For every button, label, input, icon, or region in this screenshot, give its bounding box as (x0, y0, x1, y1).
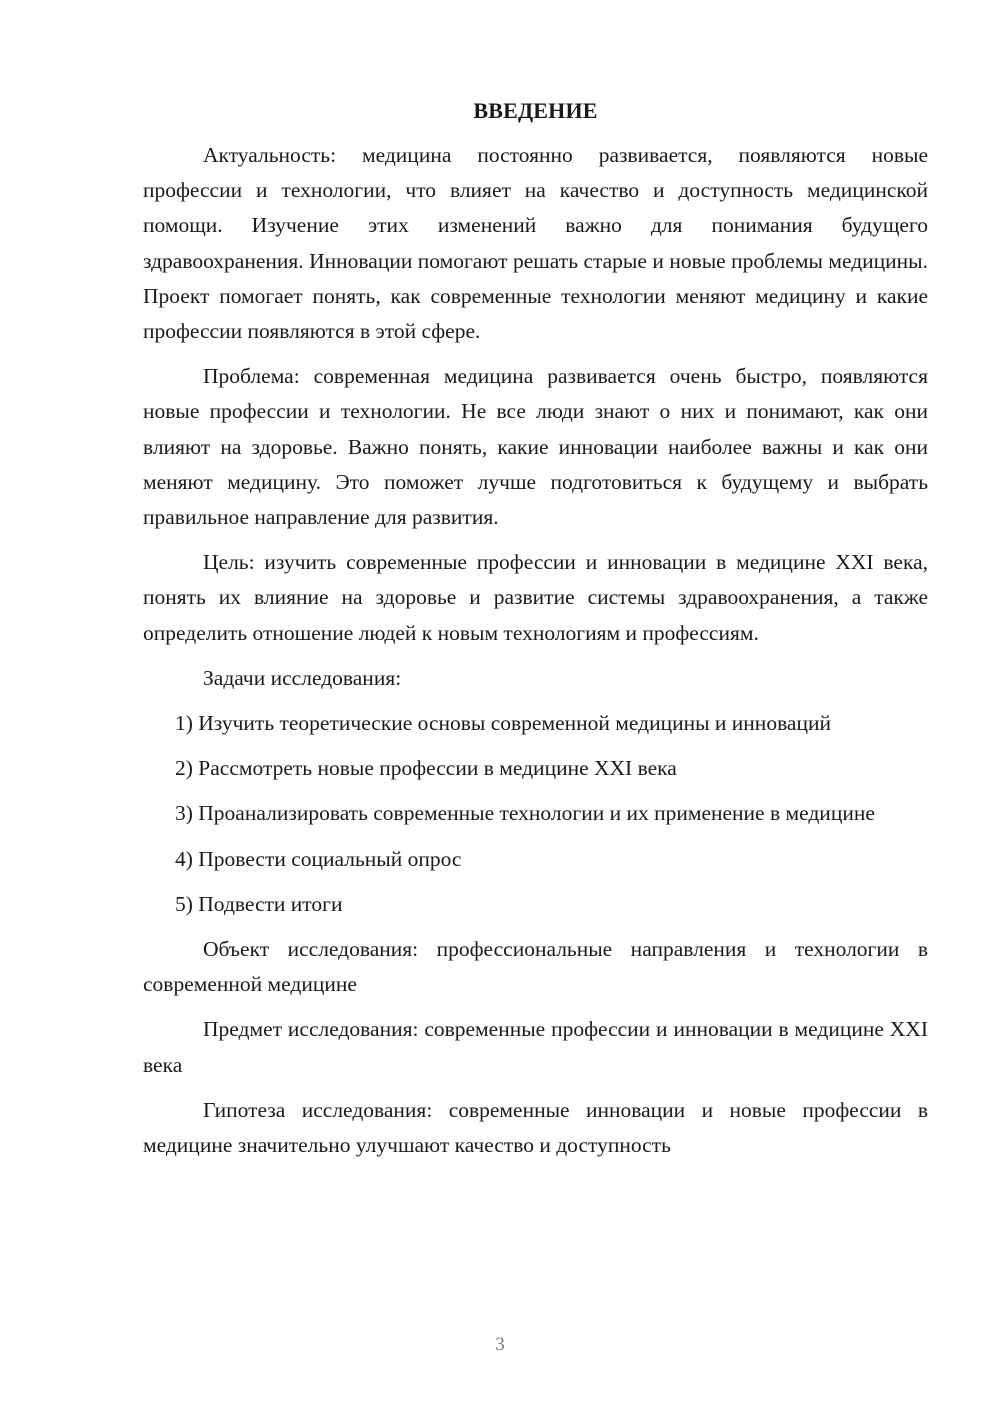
paragraph-goal: Цель: изучить современные профессии и инновации в медицине XXI века, понять их влияние на здоровье и развитие системы здравоохранения, а также определить отношение людей к новым технологиям и профессиям. (143, 550, 928, 645)
task-item-3: 3) Проанализировать современные технологии и их применение в медицине (175, 801, 875, 826)
tasks-heading: Задачи исследования: (203, 665, 402, 690)
task-item-5: 5) Подвести итоги (175, 891, 343, 916)
paragraph-subject: Предмет исследования: современные профессии и инновации в медицине XXI века (143, 1017, 928, 1077)
paragraph-problem: Проблема: современная медицина развивается очень быстро, появляются новые профессии и технологии. Не все люди знают о них и понимают, как они влияют на здоровье. Важно понять, какие инновации наиболее важны и как они меняют медицину. Это поможет лучше подготовиться к будущему и выбрать правильное направление для развития. (143, 364, 928, 530)
task-item-2: 2) Рассмотреть новые профессии в медицине XXI века (175, 756, 677, 781)
paragraph-object: Объект исследования: профессиональные направления и технологии в современной медицине (143, 937, 928, 997)
task-item-1: 1) Изучить теоретические основы современной медицины и инноваций (175, 711, 831, 736)
page-content (143, 96, 928, 1173)
paragraph-hypothesis: Гипотеза исследования: современные инновации и новые профессии в медицине значительно улучшают качество и доступность (143, 1097, 928, 1158)
section-title: ВВЕДЕНИЕ (473, 98, 598, 123)
page-number: 3 (495, 1334, 505, 1355)
paragraph-relevance: Актуальность: медицина постоянно развивается, появляются новые профессии и технологии, что влияет на качество и доступность медицинской помощи. Изучение этих изменений важно для понимания будущего здравоохранения. Инновации помогают решать старые и новые проблемы медицины. Проект помогает понять, как современные технологии меняют медицину и какие профессии появляются в этой сфере. (143, 143, 928, 344)
task-item-4: 4) Провести социальный опрос (175, 846, 462, 871)
